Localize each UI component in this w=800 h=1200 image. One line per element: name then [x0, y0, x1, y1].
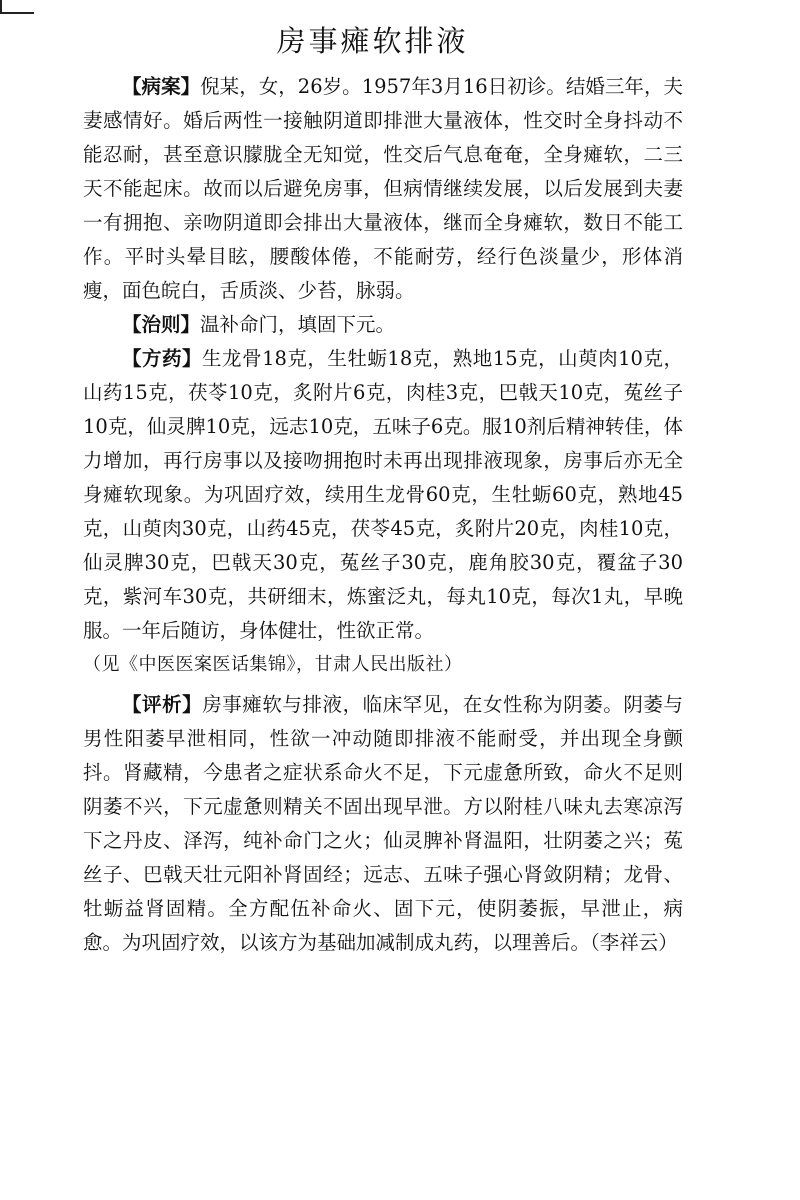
prescription-text: 生龙骨18克，生牡蛎18克，熟地15克，山萸肉10克，山药15克，茯苓10克，炙附片6克，肉桂3克，巴戟天10克，菟丝子10克，仙灵脾10克，远志10克，五味子6克。服10剂后精神转佳，体力增加，再行房事以及接吻拥抱时未再出现排液现象，房事后亦无全身瘫软现象。为巩固疗效，续用生龙骨60克，生牡蛎60克，熟地45克，山萸肉30克，山药45克，茯苓45克，炙附片20克，肉桂10克，仙灵脾30克，巴戟天30克，菟丝子30克，鹿角胶30克，覆盆子30克，紫河车30克，共研细末，炼蜜泛丸，每丸10克，每次1丸，早晚服。一年后随访，身体健壮，性欲正常。: [83, 347, 683, 642]
case-paragraph: [83, 70, 683, 308]
page-title: 房事瘫软排液: [276, 24, 469, 59]
prescription-paragraph: [83, 342, 683, 648]
prescription-label: 【方药】: [122, 347, 203, 370]
page-corner-mark: [0, 0, 34, 14]
analysis-text: 房事瘫软与排液，临床罕见，在女性称为阴萎。阴萎与男性阳萎早泄相同，性欲一冲动随即排液不能耐受，并出现全身颤抖。肾藏精，今患者之症状系命火不足，下元虚惫所致，命火不足则阴萎不兴，下元虚惫则精关不固出现早泄。方以附桂八味丸去寒凉泻下之丹皮、泽泻，纯补命门之火；仙灵脾补肾温阳，壮阴萎之兴；菟丝子、巴戟天壮元阳补肾固经；远志、五味子强心肾敛阴精；龙骨、牡蛎益肾固精。全方配伍补命火、固下元，使阴萎振，早泄止，病愈。为巩固疗效，以该方为基础加减制成丸药，以理善后。（李祥云）: [83, 693, 683, 954]
principle-text: 温补命门，填固下元。: [200, 313, 396, 336]
principle-label: 【治则】: [122, 313, 201, 336]
source-citation: （见《中医医案医话集锦》，甘肃人民出版社）: [83, 654, 463, 675]
document-body: [83, 70, 683, 960]
case-label: 【病案】: [122, 75, 201, 98]
analysis-paragraph: [83, 688, 683, 960]
analysis-label: 【评析】: [122, 693, 203, 716]
case-text: 倪某，女，26岁。1957年3月16日初诊。结婚三年，夫妻感情好。婚后两性一接触阴道即排泄大量液体，性交时全身抖动不能忍耐，甚至意识朦胧全无知觉，性交后气息奄奄，全身瘫软，二三天不能起床。故而以后避免房事，但病情继续发展，以后发展到夫妻一有拥抱、亲吻阴道即会排出大量液体，继而全身瘫软，数日不能工作。平时头晕目眩，腰酸体倦，不能耐劳，经行色淡量少，形体消瘦，面色皖白，舌质淡、少苔，脉弱。: [83, 75, 683, 302]
principle-paragraph: [83, 308, 683, 342]
